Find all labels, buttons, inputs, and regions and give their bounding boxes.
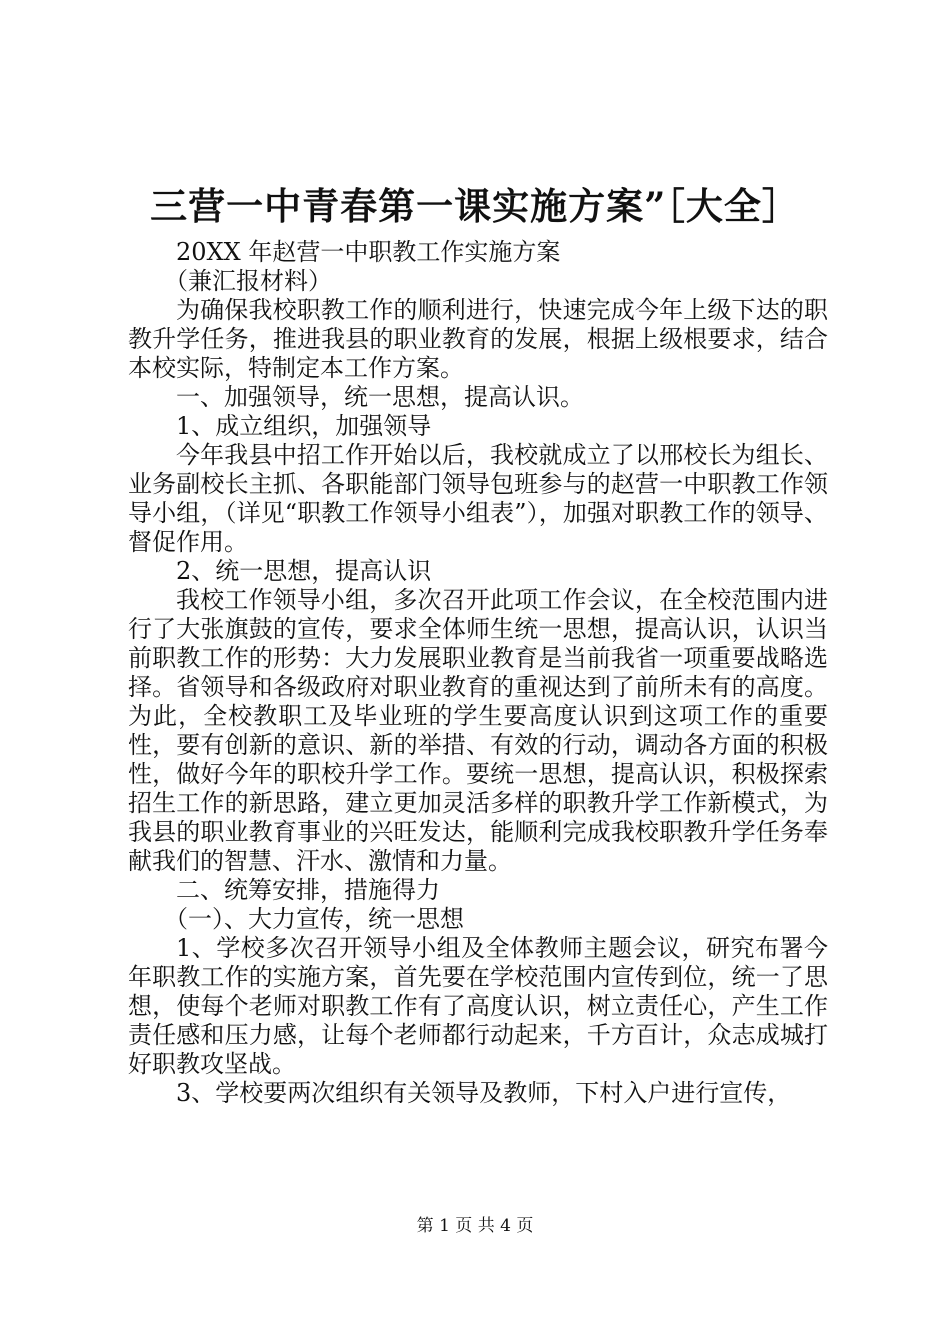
paragraph: 20XX 年赵营一中职教工作实施方案 <box>176 238 561 266</box>
paragraph: （兼汇报材料） <box>164 267 332 295</box>
subsection-heading: 1、成立组织，加强领导 <box>176 412 432 440</box>
section-heading: 一、加强领导，统一思想，提高认识。 <box>176 383 584 411</box>
paragraph: 为确保我校职教工作的顺利进行，快速完成今年上级下达的职教升学任务，推进我县的职业教育的发展，根据上级根要求，结合本校实际，特制定本工作方案。 <box>128 296 828 382</box>
document-title: 三营一中青春第一课实施方案”［大全］ <box>150 184 800 228</box>
subsection-heading: 2、统一思想，提高认识 <box>176 557 432 585</box>
paragraph: 我校工作领导小组，多次召开此项工作会议，在全校范围内进行了大张旗鼓的宣传，要求全体师生统一思想，提高认识，认识当前职教工作的形势：大力发展职业教育是当前我省一项重要战略选择。省领导和各级政府对职业教育的重视达到了前所未有的高度。为此，全校教职工及毕业班的学生要高度认识到这项工作的重要性，要有创新的意识、新的举措、有效的行动，调动各方面的积极性，做好今年的职校升学工作。要统一思想，提高认识，积极探索招生工作的新思路，建立更加灵活多样的职教升学工作新模式，为我县的职业教育事业的兴旺发达，能顺利完成我校职教升学任务奉献我们的智慧、汗水、激情和力量。 <box>128 586 828 875</box>
document-body <box>128 238 828 1108</box>
paragraph: 今年我县中招工作开始以后，我校就成立了以邢校长为组长、业务副校长主抓、各职能部门领导包班参与的赵营一中职教工作领导小组，（详见“职教工作领导小组表”），加强对职教工作的领导、督促作用。 <box>128 441 828 556</box>
page-number-footer: 第 1 页 共 4 页 <box>416 1216 534 1236</box>
section-heading: 二、统筹安排，措施得力 <box>176 876 440 904</box>
paragraph: 3、学校要两次组织有关领导及教师，下村入户进行宣传， <box>176 1079 792 1107</box>
paragraph: 1、学校多次召开领导小组及全体教师主题会议，研究布署今年职教工作的实施方案，首先要在学校范围内宣传到位，统一了思想，使每个老师对职教工作有了高度认识，树立责任心，产生工作责任感和压力感，让每个老师都行动起来，千方百计，众志成城打好职教攻坚战。 <box>128 934 828 1078</box>
subsection-heading: （一）、大力宣传，统一思想 <box>164 905 464 933</box>
